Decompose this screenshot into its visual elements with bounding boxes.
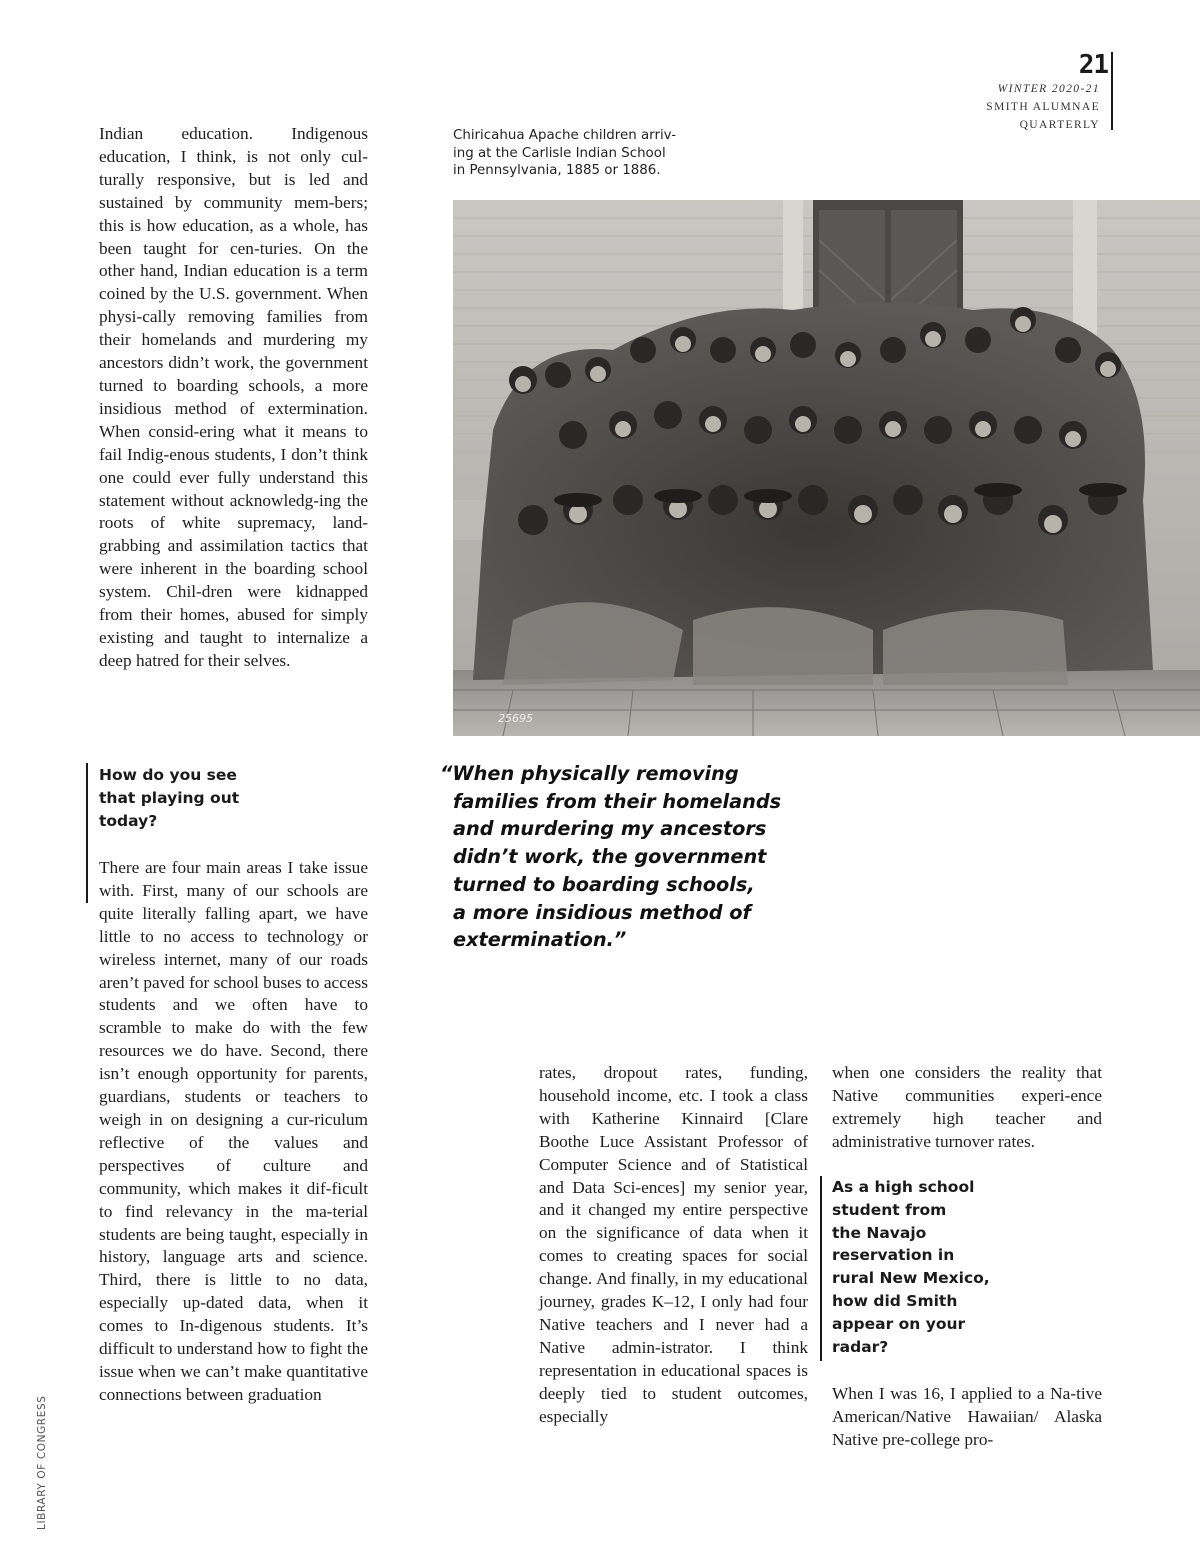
pull-quote-line: didn’t work, the government xyxy=(453,845,767,869)
archival-photo xyxy=(453,200,1200,736)
interview-question xyxy=(832,1176,1052,1358)
interview-question xyxy=(99,764,299,832)
interview-question-line: radar? xyxy=(832,1337,889,1356)
interview-question-line: As a high school xyxy=(832,1178,975,1196)
pull-quote-line: extermination.” xyxy=(453,928,627,952)
archival-photo-image xyxy=(453,200,1200,736)
photo-caption-line: Chiricahua Apache children arriv- xyxy=(453,128,677,143)
photo-caption xyxy=(453,127,713,180)
interview-question-line: How do you see xyxy=(99,766,237,784)
column1-paragraph1: Indian education. Indigenous education, I think, is not only cul-turally responsive, but is led and sustained by community mem-bers; this is how education, as a whole, has been taught for cen-turies. On the other hand, Indian education is a term coined by the U.S. government. When physi-cally removing families from their homelands and murdering my ancestors didn’t work, the government turned to boarding schools, a more insidious method of extermination. When consid-ering what it means to fail Indig-enous students, I don’t think one could ever fully understand this statement without acknowledg-ing the roots of white supremacy, land-grabbing and assimilation tactics that were inherent in the boarding school system. Chil-dren were kidnapped from their homes, abused for simply existing and taught to internalize a deep hatred for their selves. xyxy=(99,124,368,670)
interview-question-line: reservation in xyxy=(832,1246,955,1265)
pull-quote-line: “When physically removing xyxy=(440,762,739,785)
photo-credit: LIBRARY OF CONGRESS xyxy=(36,1395,48,1530)
photo-caption-line: ing at the Carlisle Indian School xyxy=(453,145,666,161)
publication-name-line1: SMITH ALUMNAE xyxy=(986,101,1100,113)
publication-name-line2: QUARTERLY xyxy=(1019,119,1100,131)
column3-paragraph1: when one considers the reality that Native communities experi-ence extremely high teacher and administrative turnover rates. xyxy=(832,1063,1102,1151)
column3-paragraph2: When I was 16, I applied to a Na-tive American/Native Hawaiian/ Alaska Native pre-college pro- xyxy=(832,1384,1102,1449)
pull-quote-line: a more insidious method of xyxy=(453,900,751,924)
photo-negative-number: 25695 xyxy=(498,712,533,725)
interview-question-line: rural New Mexico, xyxy=(832,1269,990,1288)
question-rule xyxy=(820,1176,822,1361)
column1-paragraph2: There are four main areas I take issue with. First, many of our schools are quite literally falling apart, we have little to no access to technology or wireless internet, many of our roads aren’t paved for school buses to access students and we often have to scramble to make do with the few resources we do have. Second, there isn’t enough opportunity for parents, guardians, students or teachers to weigh in on designing a cur-riculum reflective of the values and perspectives of culture and community, which makes it dif-ficult to find relevancy in the ma-terial students are being taught, especially in history, language arts and science. Third, there is little to no data, especially up-dated data, when it comes to In-digenous students. It’s difficult to understand how to fight the issue when we can’t make quantitative connections between graduation xyxy=(99,858,368,1404)
question-rule xyxy=(86,763,88,903)
interview-question-line: how did Smith xyxy=(832,1291,958,1310)
pull-quote-line: and murdering my ancestors xyxy=(453,817,767,841)
pull-quote xyxy=(440,760,800,954)
pull-quote-line: turned to boarding schools, xyxy=(453,872,755,896)
interview-question-line: appear on your xyxy=(832,1314,966,1333)
masthead-rule xyxy=(1111,52,1113,130)
interview-question-line: the Navajo xyxy=(832,1223,927,1242)
interview-question-line: today? xyxy=(99,811,158,830)
page-number: 21 xyxy=(1078,50,1108,80)
photo-caption-line: in Pennsylvania, 1885 or 1886. xyxy=(453,163,661,178)
interview-question-line: that playing out xyxy=(99,788,240,807)
interview-question-line: student from xyxy=(832,1200,947,1219)
pull-quote-line: families from their homelands xyxy=(453,789,782,813)
issue-date: WINTER 2020-21 xyxy=(997,83,1100,95)
column2-paragraph1: rates, dropout rates, funding, household income, etc. I took a class with Katherine Kinnaird [Clare Boothe Luce Assistant Professor of Computer Science and of Statistical and Data Sci-ences] my senior year, and it changed my entire perspective on the significance of data when it comes to creating spaces for social change. And finally, in my educational journey, grades K–12, I only had four Native teachers and I never had a Native admin-istrator. I think representation in educational spaces is deeply tied to student outcomes, especially xyxy=(539,1063,808,1426)
